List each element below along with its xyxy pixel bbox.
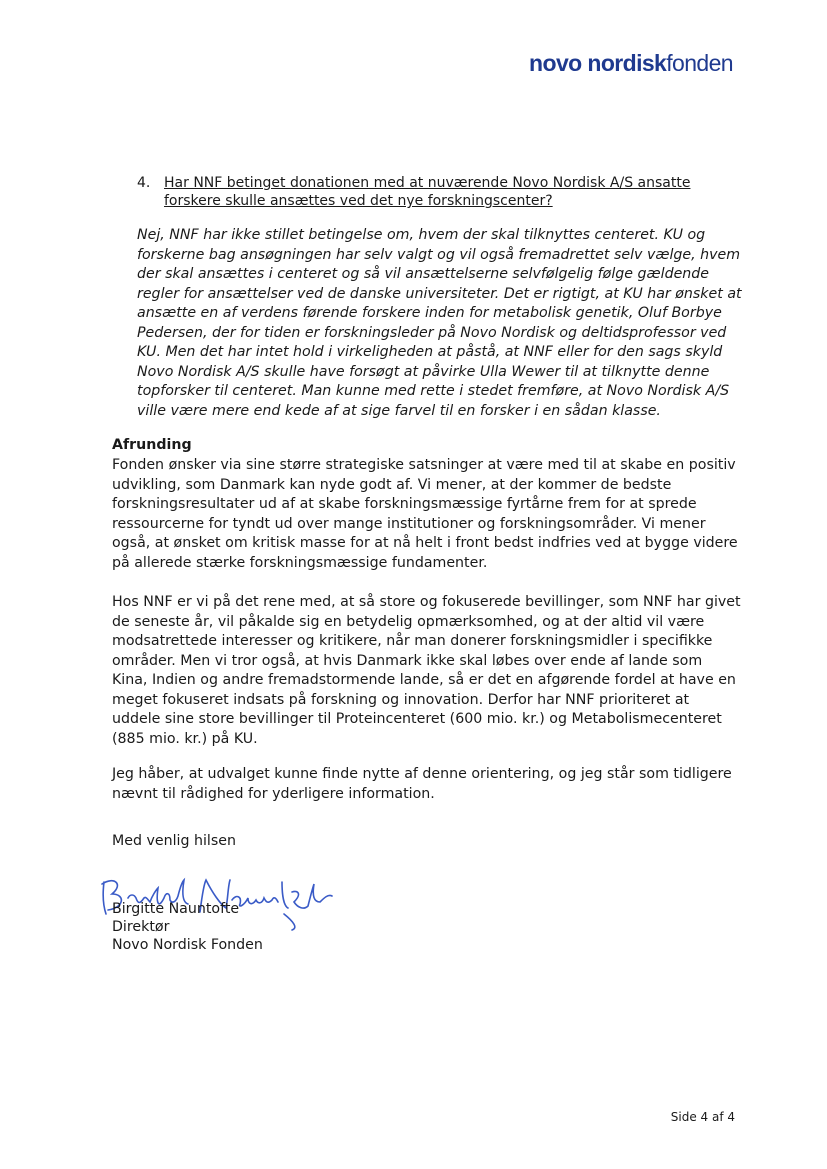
question-text: Har NNF betinget donationen med at nuværende Novo Nordisk A/S ansatte forskere skulle ansættes ved det nye forskningscenter? (164, 175, 691, 209)
signature-block (112, 900, 742, 954)
question-number: 4. (137, 175, 151, 191)
signatory-title: Direktør (112, 919, 170, 935)
novo-nordisk-fonden-logo (529, 50, 733, 77)
page-number: Side 4 af 4 (670, 1110, 735, 1124)
section-heading: Afrunding (112, 437, 192, 453)
paragraph-1: Fonden ønsker via sine større strategiske satsninger at være med til at skabe en positiv udvikling, som Danmark kan nyde godt af. Vi mener, at der kommer de bedste forskningsresultater ud af at skabe forskningsmæssige fyrtårne frem for at sprede ressourcerne for tyndt ud over mange institutioner og forskningsområder. Vi mener også, at ønsket om kritisk masse for at nå helt i front bedst indfries ved at bygge videre på allerede stærke forskningsmæssige fundamenter. (112, 457, 738, 571)
answer-paragraph: Nej, NNF har ikke stillet betingelse om, hvem der skal tilknyttes centeret. KU og forskerne bag ansøgningen har selv valgt og vil også fremadrettet selv vælge, hvem der skal ansættes i centeret og så vil ansættelserne selvfølgelig følge gældende regler for ansættelser ved de danske universiteter. Det er rigtigt, at KU har ønsket at ansætte en af verdens førende forskere inden for metabolisk genetik, Oluf Borbye Pedersen, der for tiden er forskningsleder på Novo Nordisk og deltidsprofessor ved KU. Men det har intet hold i virkeligheden at påstå, at NNF eller for den sags skyld Novo Nordisk A/S skulle have forsøgt at påvirke Ulla Wewer til at tilknytte denne topforsker til centeret. Man kunne med rette i stedet fremføre, at Novo Nordisk A/S ville være mere end kede af at sige farvel til en forsker i en sådan klasse. (137, 227, 742, 419)
paragraph-2: Hos NNF er vi på det rene med, at så store og fokuserede bevillinger, som NNF har givet de seneste år, vil påkalde sig en betydelig opmærksomhed, og at der altid vil være modsatrettede interesser og kritikere, når man donerer forskningsmidler i specifikke områder. Men vi tror også, at hvis Danmark ikke skal løbes over ende af lande som Kina, Indien og andre fremadstormende lande, så er det en afgørende fordel at have en meget fokuseret indsats på forskning og innovation. Derfor har NNF prioriteret at uddele sine store bevillinger til Proteincenteret (600 mio. kr.) og Metabolismecenteret (885 mio. kr.) på KU. (112, 594, 741, 747)
logo-text-secondary: fonden (666, 50, 733, 76)
logo-text-primary: novo nordisk (529, 50, 667, 76)
paragraph-3: Jeg håber, at udvalget kunne finde nytte af denne orientering, og jeg står som tidligere nævnt til rådighed for yderligere information. (112, 766, 732, 802)
signatory-name: Birgitte Nauntofte (112, 901, 240, 917)
question-item (137, 174, 727, 210)
signatory-organization: Novo Nordisk Fonden (112, 937, 263, 953)
closing-greeting: Med venlig hilsen (112, 833, 236, 849)
